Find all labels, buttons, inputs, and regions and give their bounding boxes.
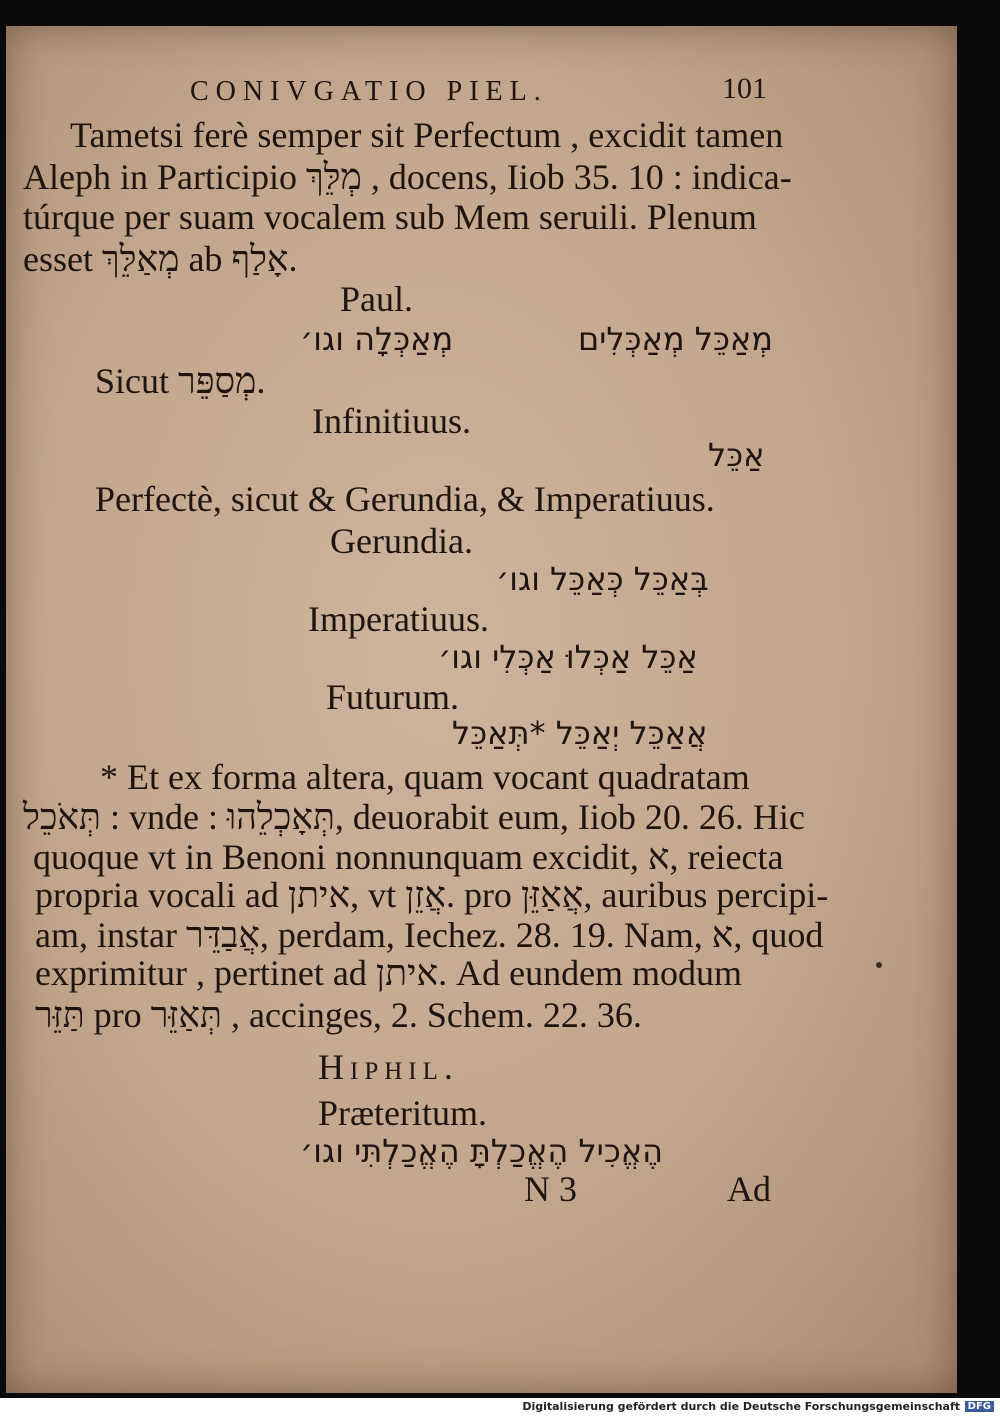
text-line: Perfectè, sicut & Gerundia, & Imperatiuus. bbox=[95, 479, 715, 519]
hebrew-forms: אֲאַכֵּל יְאַכֵּל *תְּאַכֵּל bbox=[452, 714, 708, 752]
hebrew-forms: מְאַכְּלָה וגו׳ bbox=[300, 320, 454, 358]
digitization-note: Digitalisierung gefördert durch die Deutsche Forschungsgemeinschaft bbox=[522, 1400, 960, 1413]
running-title: CONIVGATIO PIEL. bbox=[190, 76, 548, 107]
digitization-footer bbox=[0, 1398, 1000, 1418]
section-heading-paul: Paul. bbox=[340, 279, 414, 319]
text-line: תְּאֹכֵל : vnde : תְּאָכְלֵהוּ, deuorabit eum, Iiob 20. 26. Hic bbox=[23, 797, 805, 837]
hebrew-forms: מְאַכֵּל מְאַכְּלִים bbox=[578, 320, 774, 358]
section-heading-infinitiuus: Infinitiuus. bbox=[312, 401, 471, 441]
section-heading-imperatiuus: Imperatiuus. bbox=[308, 599, 489, 639]
text-line: Sicut מְסַפֵּר. bbox=[95, 361, 266, 401]
hebrew-forms: אַכֵּל bbox=[708, 436, 765, 474]
stray-ink-mark bbox=[876, 962, 882, 968]
catchword: Ad bbox=[727, 1169, 771, 1209]
hebrew-forms: בְּאַכֵּל כְּאַכֵּל וגו׳ bbox=[496, 560, 709, 598]
text-line: exprimitur , pertinet ad איתן. Ad eundem modum bbox=[35, 953, 743, 993]
text-line: túrque per suam vocalem sub Mem seruili. Plenum bbox=[23, 197, 757, 237]
text-line: am, instar אֲבַדֵּר, perdam, Iechez. 28. 19. Nam, א, quod bbox=[35, 915, 824, 955]
text-line: quoque vt in Benoni nonnunquam excidit, א, reiecta bbox=[33, 837, 784, 877]
section-heading-hiphil: Hiphil. bbox=[318, 1047, 459, 1087]
hebrew-forms: הֶאֱכִיל הֶאֱכַלְתָּ הֶאֱכַלְתִּי וגו׳ bbox=[300, 1132, 664, 1170]
text-line: propria vocali ad איתן, vt אֲזֵן. pro אֲאַזֵּן, auribus percipi- bbox=[35, 875, 829, 915]
text-line: Aleph in Participio מְלֵּךְ , docens, Iiob 35. 10 : indica- bbox=[23, 157, 792, 197]
section-subheading-praeteritum: Præteritum. bbox=[318, 1093, 487, 1133]
page-number: 101 bbox=[722, 72, 767, 105]
text-line: תַּזֵּר pro תְּאַזֵּר , accinges, 2. Schem. 22. 36. bbox=[35, 995, 642, 1035]
text-line: Tametsi ferè semper sit Perfectum , excidit tamen bbox=[70, 115, 784, 155]
hebrew-forms: אַכֵּל אַכְּלוּ אַכְּלִי וגו׳ bbox=[438, 638, 698, 676]
text-line: * Et ex forma altera, quam vocant quadratam bbox=[100, 757, 750, 797]
section-heading-futurum: Futurum. bbox=[326, 677, 460, 717]
signature-mark: N 3 bbox=[524, 1169, 577, 1209]
section-heading-gerundia: Gerundia. bbox=[330, 521, 473, 561]
dfg-logo: DFG bbox=[965, 1401, 994, 1412]
text-line: esset מְאַלֵּךְ ab אָלַף. bbox=[23, 239, 298, 279]
